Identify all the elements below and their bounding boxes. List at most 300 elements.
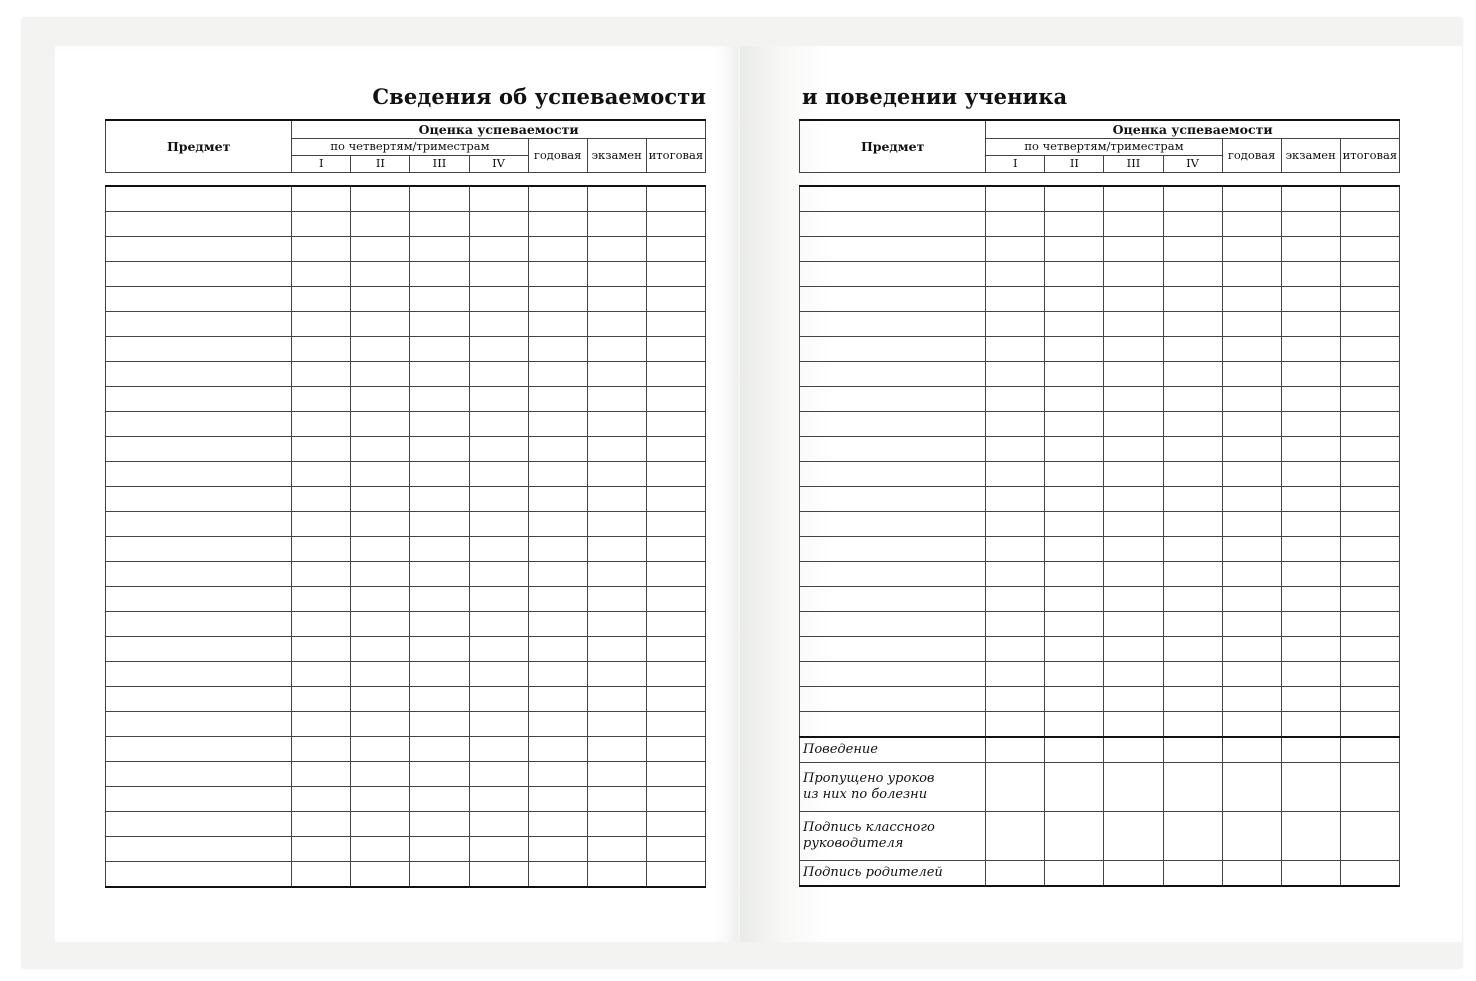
grade-cell[interactable] [1104, 286, 1163, 311]
grade-cell[interactable] [410, 786, 469, 811]
grade-cell[interactable] [292, 311, 351, 336]
grade-cell[interactable] [1104, 436, 1163, 461]
grade-cell[interactable] [1222, 711, 1281, 737]
grade-cell[interactable] [528, 561, 587, 586]
grade-cell[interactable] [1340, 661, 1399, 686]
grade-cell[interactable] [351, 336, 410, 361]
subject-cell[interactable] [800, 686, 986, 711]
grade-cell[interactable] [410, 311, 469, 336]
grade-cell[interactable] [646, 811, 705, 836]
grade-cell[interactable] [587, 486, 646, 511]
grade-cell[interactable] [1104, 461, 1163, 486]
grade-cell[interactable] [351, 536, 410, 561]
grade-cell[interactable] [986, 811, 1045, 860]
grade-cell[interactable] [1340, 186, 1399, 212]
grade-cell[interactable] [469, 836, 528, 861]
grade-cell[interactable] [1045, 336, 1104, 361]
grade-cell[interactable] [1281, 361, 1340, 386]
grade-cell[interactable] [986, 536, 1045, 561]
grade-cell[interactable] [1163, 762, 1222, 811]
grade-cell[interactable] [1163, 737, 1222, 763]
grade-cell[interactable] [292, 711, 351, 736]
grade-cell[interactable] [292, 411, 351, 436]
grade-cell[interactable] [528, 761, 587, 786]
grade-cell[interactable] [646, 511, 705, 536]
grade-cell[interactable] [528, 861, 587, 887]
grade-cell[interactable] [1222, 611, 1281, 636]
grade-cell[interactable] [986, 236, 1045, 261]
subject-cell[interactable] [800, 286, 986, 311]
subject-cell[interactable] [800, 436, 986, 461]
grade-cell[interactable] [1104, 336, 1163, 361]
grade-cell[interactable] [1163, 860, 1222, 886]
grade-cell[interactable] [1222, 561, 1281, 586]
grade-cell[interactable] [1045, 386, 1104, 411]
grade-cell[interactable] [1281, 561, 1340, 586]
grade-cell[interactable] [469, 536, 528, 561]
grade-cell[interactable] [1104, 811, 1163, 860]
grade-cell[interactable] [1163, 586, 1222, 611]
grade-cell[interactable] [646, 236, 705, 261]
grade-cell[interactable] [410, 611, 469, 636]
subject-cell[interactable] [800, 561, 986, 586]
grade-cell[interactable] [986, 611, 1045, 636]
grade-cell[interactable] [1281, 737, 1340, 763]
subject-cell[interactable] [800, 636, 986, 661]
grade-cell[interactable] [1222, 511, 1281, 536]
grade-cell[interactable] [469, 811, 528, 836]
grade-cell[interactable] [587, 711, 646, 736]
grade-cell[interactable] [292, 536, 351, 561]
grade-cell[interactable] [1281, 461, 1340, 486]
grade-cell[interactable] [646, 611, 705, 636]
grade-cell[interactable] [646, 636, 705, 661]
grade-cell[interactable] [292, 336, 351, 361]
grade-cell[interactable] [1104, 536, 1163, 561]
grade-cell[interactable] [646, 361, 705, 386]
grade-cell[interactable] [1045, 711, 1104, 737]
grade-cell[interactable] [646, 211, 705, 236]
grade-cell[interactable] [1281, 611, 1340, 636]
grade-cell[interactable] [1281, 236, 1340, 261]
grade-cell[interactable] [1163, 286, 1222, 311]
grade-cell[interactable] [1340, 686, 1399, 711]
grade-cell[interactable] [986, 762, 1045, 811]
grade-cell[interactable] [410, 236, 469, 261]
grade-cell[interactable] [1281, 261, 1340, 286]
grade-cell[interactable] [646, 786, 705, 811]
grade-cell[interactable] [1281, 636, 1340, 661]
grade-cell[interactable] [469, 186, 528, 212]
grade-cell[interactable] [1104, 361, 1163, 386]
grade-cell[interactable] [1045, 636, 1104, 661]
grade-cell[interactable] [1163, 311, 1222, 336]
grade-cell[interactable] [1222, 860, 1281, 886]
grade-cell[interactable] [1340, 211, 1399, 236]
grade-cell[interactable] [587, 761, 646, 786]
subject-cell[interactable] [800, 411, 986, 436]
grade-cell[interactable] [1340, 236, 1399, 261]
grade-cell[interactable] [292, 211, 351, 236]
subject-cell[interactable] [106, 311, 292, 336]
grade-cell[interactable] [1163, 336, 1222, 361]
subject-cell[interactable] [106, 836, 292, 861]
grade-cell[interactable] [528, 511, 587, 536]
grade-cell[interactable] [1281, 386, 1340, 411]
grade-cell[interactable] [1222, 661, 1281, 686]
grade-cell[interactable] [1222, 336, 1281, 361]
grade-cell[interactable] [986, 636, 1045, 661]
grade-cell[interactable] [1222, 762, 1281, 811]
subject-cell[interactable] [800, 461, 986, 486]
grade-cell[interactable] [1281, 860, 1340, 886]
grade-cell[interactable] [292, 261, 351, 286]
grade-cell[interactable] [986, 486, 1045, 511]
grade-cell[interactable] [1281, 711, 1340, 737]
grade-cell[interactable] [646, 411, 705, 436]
grade-cell[interactable] [587, 836, 646, 861]
subject-cell[interactable] [800, 211, 986, 236]
grade-cell[interactable] [587, 661, 646, 686]
grade-cell[interactable] [469, 586, 528, 611]
grade-cell[interactable] [1045, 486, 1104, 511]
grade-cell[interactable] [1281, 536, 1340, 561]
subject-cell[interactable] [800, 311, 986, 336]
grade-cell[interactable] [986, 386, 1045, 411]
grade-cell[interactable] [528, 836, 587, 861]
grade-cell[interactable] [646, 311, 705, 336]
grade-cell[interactable] [986, 461, 1045, 486]
grade-cell[interactable] [469, 411, 528, 436]
grade-cell[interactable] [1045, 762, 1104, 811]
grade-cell[interactable] [1222, 311, 1281, 336]
grade-cell[interactable] [528, 311, 587, 336]
grade-cell[interactable] [587, 561, 646, 586]
grade-cell[interactable] [1045, 211, 1104, 236]
grade-cell[interactable] [351, 386, 410, 411]
subject-cell[interactable] [106, 686, 292, 711]
subject-cell[interactable] [106, 561, 292, 586]
subject-cell[interactable] [800, 611, 986, 636]
grade-cell[interactable] [587, 786, 646, 811]
grade-cell[interactable] [1340, 311, 1399, 336]
grade-cell[interactable] [1340, 611, 1399, 636]
grade-cell[interactable] [1281, 762, 1340, 811]
grade-cell[interactable] [1104, 586, 1163, 611]
subject-cell[interactable] [800, 586, 986, 611]
grade-cell[interactable] [1163, 636, 1222, 661]
grade-cell[interactable] [292, 636, 351, 661]
grade-cell[interactable] [1045, 411, 1104, 436]
subject-cell[interactable] [800, 711, 986, 737]
grade-cell[interactable] [1104, 486, 1163, 511]
grade-cell[interactable] [1222, 636, 1281, 661]
grade-cell[interactable] [469, 736, 528, 761]
grade-cell[interactable] [1340, 586, 1399, 611]
grade-cell[interactable] [986, 686, 1045, 711]
grade-cell[interactable] [646, 736, 705, 761]
grade-cell[interactable] [1163, 661, 1222, 686]
grade-cell[interactable] [469, 436, 528, 461]
grade-cell[interactable] [528, 361, 587, 386]
grade-cell[interactable] [646, 711, 705, 736]
grade-cell[interactable] [1104, 211, 1163, 236]
subject-cell[interactable] [106, 211, 292, 236]
grade-cell[interactable] [1163, 461, 1222, 486]
grade-cell[interactable] [351, 561, 410, 586]
subject-cell[interactable] [106, 861, 292, 887]
grade-cell[interactable] [469, 461, 528, 486]
grade-cell[interactable] [986, 711, 1045, 737]
grade-cell[interactable] [351, 686, 410, 711]
grade-cell[interactable] [1281, 211, 1340, 236]
grade-cell[interactable] [1222, 686, 1281, 711]
grade-cell[interactable] [410, 686, 469, 711]
grade-cell[interactable] [292, 786, 351, 811]
grade-cell[interactable] [1340, 536, 1399, 561]
grade-cell[interactable] [528, 536, 587, 561]
grade-cell[interactable] [1222, 286, 1281, 311]
grade-cell[interactable] [1163, 411, 1222, 436]
grade-cell[interactable] [587, 186, 646, 212]
grade-cell[interactable] [469, 511, 528, 536]
grade-cell[interactable] [1163, 436, 1222, 461]
grade-cell[interactable] [1340, 461, 1399, 486]
grade-cell[interactable] [986, 436, 1045, 461]
grade-cell[interactable] [1281, 686, 1340, 711]
grade-cell[interactable] [986, 561, 1045, 586]
subject-cell[interactable] [106, 711, 292, 736]
grade-cell[interactable] [528, 686, 587, 711]
grade-cell[interactable] [1104, 711, 1163, 737]
grade-cell[interactable] [1281, 486, 1340, 511]
grade-cell[interactable] [351, 836, 410, 861]
grade-cell[interactable] [1222, 461, 1281, 486]
grade-cell[interactable] [410, 586, 469, 611]
subject-cell[interactable] [106, 461, 292, 486]
grade-cell[interactable] [1163, 811, 1222, 860]
grade-cell[interactable] [1045, 236, 1104, 261]
grade-cell[interactable] [1045, 586, 1104, 611]
grade-cell[interactable] [292, 361, 351, 386]
grade-cell[interactable] [986, 737, 1045, 763]
grade-cell[interactable] [292, 661, 351, 686]
grade-cell[interactable] [1104, 636, 1163, 661]
subject-cell[interactable] [106, 761, 292, 786]
grade-cell[interactable] [469, 336, 528, 361]
grade-cell[interactable] [528, 386, 587, 411]
grade-cell[interactable] [1104, 762, 1163, 811]
grade-cell[interactable] [410, 261, 469, 286]
grade-cell[interactable] [1104, 411, 1163, 436]
grade-cell[interactable] [1340, 811, 1399, 860]
grade-cell[interactable] [1222, 186, 1281, 212]
grade-cell[interactable] [1045, 661, 1104, 686]
grade-cell[interactable] [587, 536, 646, 561]
subject-cell[interactable] [800, 486, 986, 511]
grade-cell[interactable] [410, 636, 469, 661]
grade-cell[interactable] [1281, 661, 1340, 686]
grade-cell[interactable] [1281, 436, 1340, 461]
grade-cell[interactable] [1281, 586, 1340, 611]
grade-cell[interactable] [1281, 411, 1340, 436]
grade-cell[interactable] [986, 586, 1045, 611]
subject-cell[interactable] [106, 636, 292, 661]
grade-cell[interactable] [646, 561, 705, 586]
grade-cell[interactable] [292, 511, 351, 536]
grade-cell[interactable] [587, 736, 646, 761]
grade-cell[interactable] [351, 261, 410, 286]
subject-cell[interactable] [800, 386, 986, 411]
grade-cell[interactable] [1104, 737, 1163, 763]
grade-cell[interactable] [1222, 811, 1281, 860]
grade-cell[interactable] [469, 636, 528, 661]
grade-cell[interactable] [1045, 436, 1104, 461]
grade-cell[interactable] [1045, 561, 1104, 586]
subject-cell[interactable] [106, 386, 292, 411]
grade-cell[interactable] [528, 436, 587, 461]
grade-cell[interactable] [587, 211, 646, 236]
grade-cell[interactable] [528, 736, 587, 761]
grade-cell[interactable] [528, 636, 587, 661]
grade-cell[interactable] [410, 511, 469, 536]
grade-cell[interactable] [351, 461, 410, 486]
grade-cell[interactable] [469, 686, 528, 711]
grade-cell[interactable] [469, 661, 528, 686]
grade-cell[interactable] [1104, 386, 1163, 411]
grade-cell[interactable] [1163, 236, 1222, 261]
grade-cell[interactable] [1281, 811, 1340, 860]
grade-cell[interactable] [587, 461, 646, 486]
grade-cell[interactable] [292, 811, 351, 836]
grade-cell[interactable] [292, 561, 351, 586]
grade-cell[interactable] [1045, 611, 1104, 636]
grade-cell[interactable] [1163, 611, 1222, 636]
grade-cell[interactable] [1222, 411, 1281, 436]
grade-cell[interactable] [986, 186, 1045, 212]
grade-cell[interactable] [1222, 386, 1281, 411]
grade-cell[interactable] [1104, 236, 1163, 261]
grade-cell[interactable] [1163, 686, 1222, 711]
grade-cell[interactable] [528, 336, 587, 361]
grade-cell[interactable] [292, 761, 351, 786]
grade-cell[interactable] [410, 711, 469, 736]
grade-cell[interactable] [1222, 236, 1281, 261]
grade-cell[interactable] [1045, 511, 1104, 536]
grade-cell[interactable] [351, 586, 410, 611]
grade-cell[interactable] [646, 586, 705, 611]
grade-cell[interactable] [1045, 186, 1104, 212]
grade-cell[interactable] [587, 261, 646, 286]
grade-cell[interactable] [1340, 386, 1399, 411]
grade-cell[interactable] [587, 336, 646, 361]
grade-cell[interactable] [410, 536, 469, 561]
grade-cell[interactable] [469, 711, 528, 736]
grade-cell[interactable] [469, 486, 528, 511]
grade-cell[interactable] [528, 211, 587, 236]
grade-cell[interactable] [1045, 286, 1104, 311]
grade-cell[interactable] [292, 436, 351, 461]
grade-cell[interactable] [410, 211, 469, 236]
grade-cell[interactable] [646, 661, 705, 686]
subject-cell[interactable] [800, 661, 986, 686]
grade-cell[interactable] [986, 661, 1045, 686]
grade-cell[interactable] [1104, 661, 1163, 686]
grade-cell[interactable] [1222, 261, 1281, 286]
grade-cell[interactable] [1281, 311, 1340, 336]
grade-cell[interactable] [1222, 486, 1281, 511]
subject-cell[interactable] [106, 511, 292, 536]
grade-cell[interactable] [1104, 686, 1163, 711]
grade-cell[interactable] [292, 236, 351, 261]
grade-cell[interactable] [1045, 860, 1104, 886]
grade-cell[interactable] [1104, 186, 1163, 212]
grade-cell[interactable] [1045, 536, 1104, 561]
grade-cell[interactable] [1340, 860, 1399, 886]
grade-cell[interactable] [587, 686, 646, 711]
grade-cell[interactable] [469, 761, 528, 786]
grade-cell[interactable] [1163, 561, 1222, 586]
grade-cell[interactable] [1104, 311, 1163, 336]
grade-cell[interactable] [1163, 186, 1222, 212]
grade-cell[interactable] [986, 361, 1045, 386]
grade-cell[interactable] [587, 436, 646, 461]
grade-cell[interactable] [528, 486, 587, 511]
grade-cell[interactable] [469, 786, 528, 811]
grade-cell[interactable] [587, 636, 646, 661]
grade-cell[interactable] [528, 661, 587, 686]
grade-cell[interactable] [1045, 461, 1104, 486]
grade-cell[interactable] [469, 561, 528, 586]
grade-cell[interactable] [1340, 486, 1399, 511]
grade-cell[interactable] [646, 761, 705, 786]
grade-cell[interactable] [1163, 711, 1222, 737]
grade-cell[interactable] [1045, 311, 1104, 336]
grade-cell[interactable] [292, 186, 351, 212]
grade-cell[interactable] [1222, 211, 1281, 236]
grade-cell[interactable] [528, 261, 587, 286]
grade-cell[interactable] [1340, 361, 1399, 386]
grade-cell[interactable] [351, 311, 410, 336]
grade-cell[interactable] [646, 486, 705, 511]
grade-cell[interactable] [528, 586, 587, 611]
grade-cell[interactable] [528, 411, 587, 436]
grade-cell[interactable] [410, 186, 469, 212]
grade-cell[interactable] [351, 211, 410, 236]
grade-cell[interactable] [351, 811, 410, 836]
grade-cell[interactable] [587, 511, 646, 536]
grade-cell[interactable] [587, 611, 646, 636]
grade-cell[interactable] [646, 186, 705, 212]
grade-cell[interactable] [528, 811, 587, 836]
grade-cell[interactable] [1104, 611, 1163, 636]
grade-cell[interactable] [351, 736, 410, 761]
grade-cell[interactable] [292, 611, 351, 636]
grade-cell[interactable] [1340, 436, 1399, 461]
subject-cell[interactable] [106, 261, 292, 286]
grade-cell[interactable] [587, 861, 646, 887]
grade-cell[interactable] [1104, 511, 1163, 536]
grade-cell[interactable] [351, 486, 410, 511]
grade-cell[interactable] [587, 311, 646, 336]
grade-cell[interactable] [646, 436, 705, 461]
grade-cell[interactable] [410, 411, 469, 436]
grade-cell[interactable] [351, 286, 410, 311]
subject-cell[interactable] [800, 186, 986, 212]
grade-cell[interactable] [410, 486, 469, 511]
grade-cell[interactable] [1222, 436, 1281, 461]
grade-cell[interactable] [1163, 486, 1222, 511]
